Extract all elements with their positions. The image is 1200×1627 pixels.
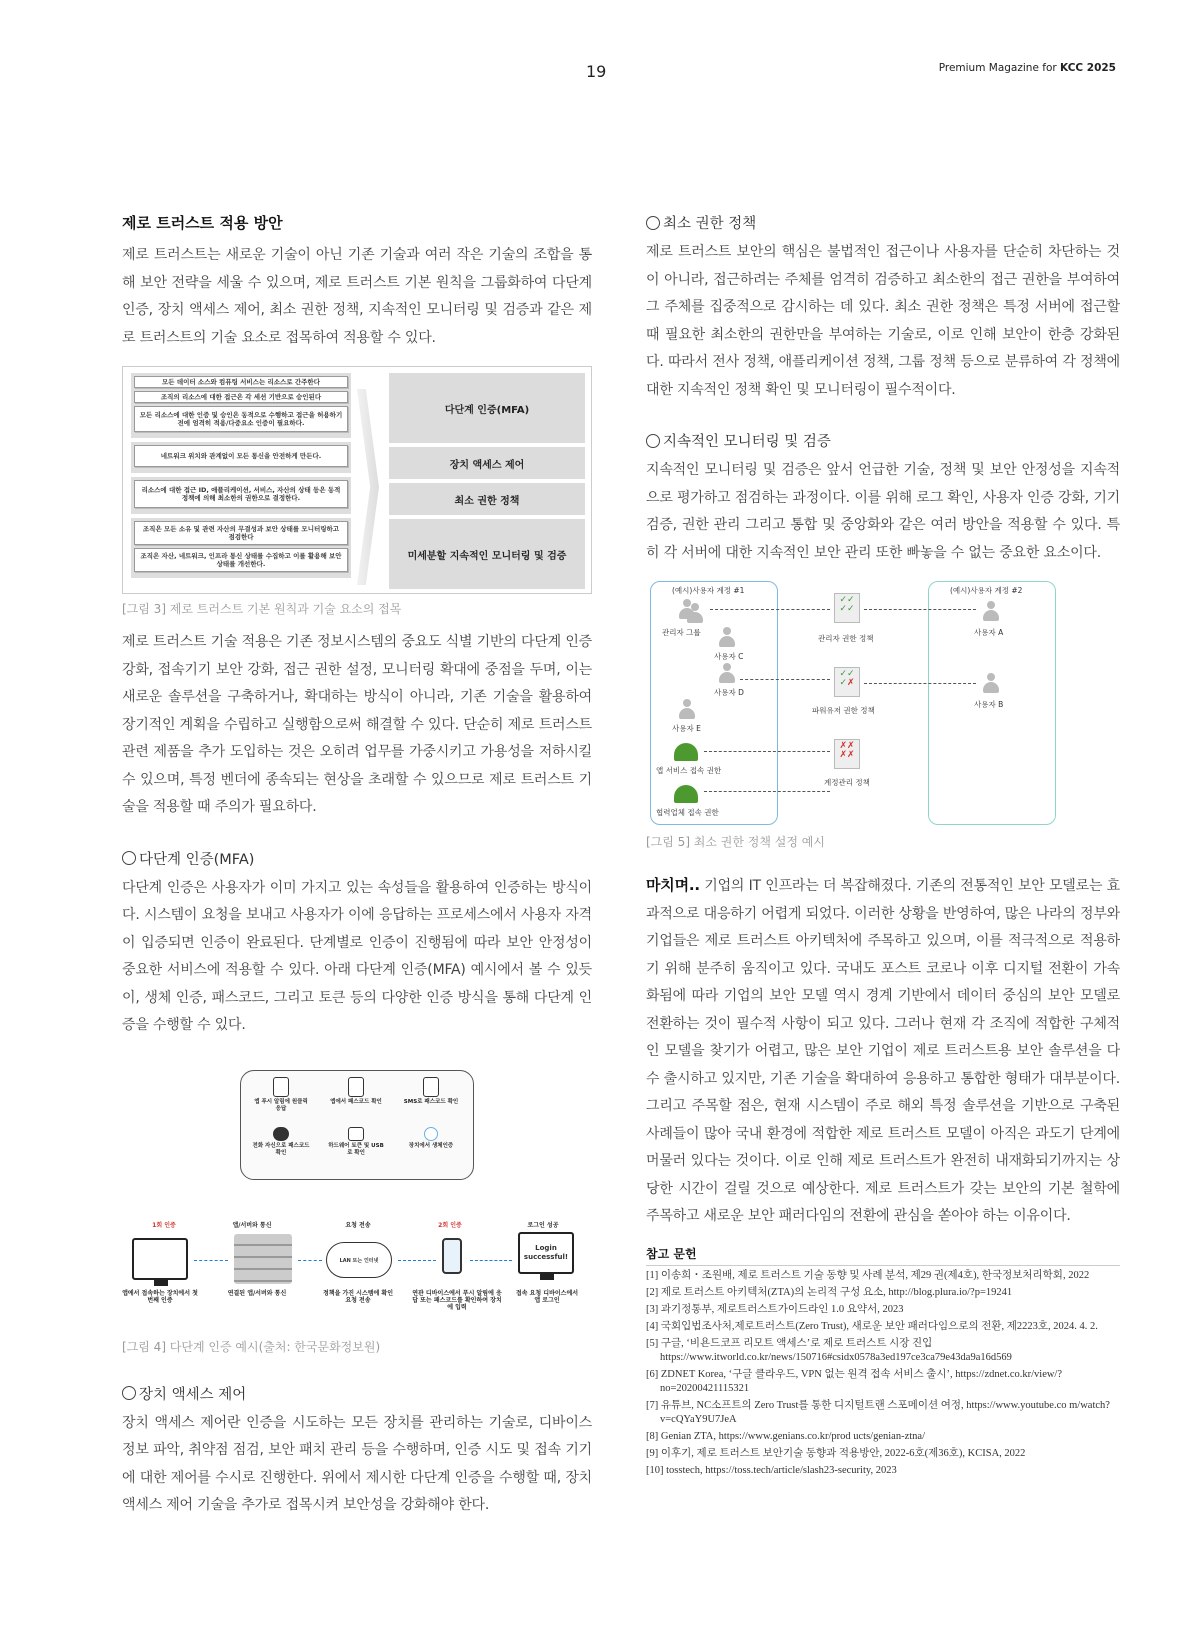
reference-item: [10] tosstech, https://toss.tech/article/slash23-security, 2023 [646,1464,897,1476]
reference-item: [1] 이송희・조원배, 제로 트러스트 기술 동향 및 사례 분석, 제29 권(제4호), 한국정보처리학회, 2022 [646,1269,1090,1281]
method-label: 하드웨어 토큰 및 USB로 확인 [328,1142,384,1156]
policy-power-label: 파워유저 권한 정책 [812,706,875,715]
user-icon [718,663,736,685]
reference-item: [3] 과기정통부, 제로트러스트가이드라인 1.0 요약서, 2023 [646,1303,904,1315]
policy-check-icon: ✓✓ ✓✓ [834,593,860,623]
user-d-label: 사용자 D [714,688,744,697]
link-line [704,791,830,792]
element-mfa: 다단계 인증(MFA) [389,373,585,443]
flow-arrow [470,1260,512,1261]
least-heading: 최소 권한 정책 [646,212,1120,233]
least-paragraph: 제로 트러스트 보안의 핵심은 불법적인 접근이나 사용자를 단순히 차단하는 것이 아니라, 접근하려는 주체를 엄격히 검증하고 최소한의 접근 권한을 부여하여 그 주체를 집중적으로 감시하는 데 있다. 최소 권한 정책은 특정 서버에 접근할 때 필요한 최소한의 권한만을 부여하는 기술로, 이로 인해 보안이 한층 강화된다. 따라서 전사 정책, 애플리케이션 정책, 그룹 정책 등으로 분류하여 각 정책에 대한 지속적인 정책 확인 및 모니터링이 필수적이다. [646,244,1120,398]
policy-mixed-icon: ✓✓ ✓✗ [834,667,860,697]
principle-item: 모든 리소스에 대한 인증 및 승인은 동적으로 수행하고 접근을 허용하기 전에 엄격히 적용/다중요소 인증이 필요하다. [134,406,348,432]
figure-4-caption: [그림 4] 다단계 인증 예시(출처: 한국문화정보원) [122,1339,381,1354]
closing-paragraph: 마치며.. 기업의 IT 인프라는 더 복잡해졌다. 기존의 전통적인 보안 모델로는 효과적으로 대응하기 어렵게 되었다. 이러한 상황을 반영하여, 많은 나라의 정부와 기업들은 제로 트러스트 아키텍처에 주목하고 있으며, 이를 적극적으로 적용하기 위해 분주히 움직이고 있다. 국내도 포스트 코로나 이후 디지털 전환이 가속화됨에 따라 기업의 보안 모델 역시 경계 기반에서 데이터 중심의 보안 모델로 전환하는 것이 필수적 사항이 되고 있다. 그러나 현재 각 조직에 적합한 구체적인 모델을 찾기가 어렵고, 많은 보안 기업이 제로 트러스트용 보안 솔루션을 다수 출시하고 있지만, 기존 기술을 확대하여 응용하고 통합한 형태가 대부분이다. 그리고 주목할 점은, 현재 시스템이 주로 해외 특정 솔루션을 기반으로 구축된 사례들이 많아 국내 환경에 적합한 제로 트러스트 모델이 아직은 과도기 단계에 머물러 있다는 것이다. 이로 인해 제로 트러스트가 완전히 내재화되기까지는 상당한 시간이 걸릴 것으로 예상한다. 제로 트러스트가 갖는 보안의 기본 철학에 주목하고 새로운 보안 패러다임의 전환에 관심을 쏟아야 하는 이유이다. [646,876,1120,1224]
flow-request-label: 요청 전송 [345,1221,371,1229]
user-a-label: 사용자 A [974,628,1004,637]
references-list [646,1269,1120,1478]
user-icon [678,699,696,721]
account1-box [650,581,778,825]
figure-5 [648,579,1058,827]
monitoring-heading: 지속적인 모니터링 및 검증 [646,430,1120,451]
principle-item: 조직은 모든 소유 및 관련 자산의 무결성과 보안 상태를 모니터링하고 점검한다 [134,521,348,545]
policy-deny-icon: ✗✗ ✗✗ [834,739,860,769]
circle-bullet-icon [122,851,136,865]
reference-item: [6] ZDNET Korea, ‘구글 클라우드, VPN 없는 원격 접속 서비스 출시’, https://zdnet.co.kr/view/?no=20200421115321 [646,1368,1063,1394]
circle-bullet-icon [646,216,660,230]
mfa-paragraph: 다단계 인증은 사용자가 이미 가지고 있는 속성들을 활용하여 인증하는 방식이다. 시스템이 요청을 보내고 사용자가 이에 응답하는 프로세스에서 사용자 자격이 입증되면 인증이 완료된다. 단계별로 인증이 진행됨에 따라 보안 안정성이 중요한 서비스에 적용할 수 있다. 아래 다단계 인증(MFA) 예시에서 볼 수 있듯이, 생체 인증, 패스코드, 그리고 토큰 등의 다양한 인증 방식을 통해 다단계 인증을 수행할 수 있다. [122,879,592,1033]
figure-5-caption: [그림 5] 최소 권한 정책 설정 예시 [646,835,825,849]
right-column [646,212,1120,1478]
auth-methods-panel [240,1070,474,1180]
partner-access-label: 협력업체 접속 권한 [656,808,719,817]
user-icon [982,673,1000,695]
link-line [710,609,830,610]
user-c-label: 사용자 C [714,652,744,661]
reference-item: [8] Genian ZTA, https://www.genians.co.kr/prod ucts/genian-ztna/ [646,1430,925,1442]
closing-lead: 마치며.. [646,876,700,894]
principles-list [131,373,351,582]
telephone-icon [273,1127,289,1141]
usb-token-icon [348,1127,364,1141]
figure-3 [122,366,592,594]
laptop-monitor-icon [132,1238,188,1280]
flow-app-label: 앱/서버와 통신 [232,1221,272,1229]
step-label: 앱에서 접속하는 장치에서 첫번째 인증 [122,1289,198,1304]
phone-push-icon [273,1077,289,1097]
smartphone-icon [442,1238,462,1274]
intro-paragraph: 제로 트러스트는 새로운 기술이 아닌 기존 기술과 여러 작은 기술의 조합을 통해 보안 전략을 세울 수 있으며, 제로 트러스트 기본 원칙을 그룹화하여 다단계 인증, 장치 액세스 제어, 최소 권한 정책, 지속적인 모니터링 및 검증과 같은 제로 트러스트의 기술 요소로 접목하여 적용할 수 있다. [122,247,592,346]
monitoring-paragraph: 지속적인 모니터링 및 검증은 앞서 언급한 기술, 정책 및 보안 안정성을 지속적으로 평가하고 점검하는 과정이다. 이를 위해 로그 확인, 사용자 인증 강화, 기기 검증, 권한 관리 그리고 통합 및 중앙화와 같은 여러 방안을 적용할 수 있다. 특히 각 서버에 대한 지속적인 보안 관리 또한 빠놓을 수 없는 중요한 요소이다. [646,462,1120,561]
flow-arrow [194,1260,228,1261]
step-label: 접속 요청 디바이스에서 앱 로그인 [515,1289,579,1304]
link-line [704,751,830,752]
principle-item: 모든 데이터 소스와 컴퓨팅 서비스는 리소스로 간주한다 [134,376,348,388]
page-number: 19 [586,62,607,81]
fingerprint-icon [424,1127,438,1141]
reference-item: [7] 유튜브, NC소프트의 Zero Trust를 통한 디지털트랜 스포메이션 여정, https://www.youtube.co m/watch?v=cQYaY9U7JeA [646,1399,1110,1425]
method-label: 앱에서 패스코드 확인 [330,1098,382,1105]
sms-icon [423,1077,439,1097]
server-rack-icon [234,1234,292,1284]
helmet-icon [674,785,698,803]
user-icon [982,601,1000,623]
helmet-icon [674,743,698,761]
principle-item: 조직은 자산, 네트워크, 인프라 통신 상태를 수집하고 이를 활용해 보안상태를 개선한다. [134,548,348,572]
circle-bullet-icon [646,434,660,448]
chevron-arrow-icon [357,389,379,585]
method-label: 앱 푸시 알림에 원클릭 응답 [254,1098,308,1112]
flow-arrow [398,1260,436,1261]
flow-arrow [298,1260,322,1261]
group-user-icon [686,603,704,625]
principle-item: 조직의 리소스에 대한 접근은 각 세션 기반으로 승인된다 [134,391,348,403]
policy-admin-label: 관리자 권한 정책 [818,634,874,643]
account1-label: (예시)사용자 계정 #1 [672,586,745,595]
device-heading: 장치 액세스 제어 [122,1383,592,1404]
element-least-privilege: 최소 권한 정책 [389,483,585,515]
section-title: 제로 트러스트 적용 방안 [122,214,283,232]
auth2-label: 2회 인증 [438,1221,462,1229]
figure-3-caption: [그림 3] 제로 트러스트 기본 원칙과 기술 요소의 접목 [122,602,402,616]
link-line [740,679,830,680]
tech-elements [389,373,585,593]
method-label: 전화 자신으로 패스코드 확인 [252,1142,310,1156]
magazine-masthead: Premium Magazine for KCC 2025 [938,62,1116,74]
principle-item: 네트워크 위치와 관계없이 모든 통신을 안전하게 만든다. [134,445,348,467]
link-line [864,683,976,684]
account2-label: (예시)사용자 계정 #2 [950,586,1023,595]
figure-4 [122,1070,592,1332]
reference-item: [4] 국회입법조사처,제로트러스트(Zero Trust), 새로운 보안 패러다임으로의 전환, 제2223호, 2024. 4. 2. [646,1320,1098,1332]
auth1-label: 1회 인증 [152,1221,176,1229]
principle-item: 리소스에 대한 접근 ID, 애플리케이션, 서비스, 자산의 상태 등은 동적 정책에 의해 최소한의 권한으로 결정한다. [134,480,348,508]
user-e-label: 사용자 E [672,724,701,733]
references-title: 참고 문헌 [646,1245,1120,1266]
policy-acct-label: 계정관리 정책 [824,778,870,787]
device-paragraph: 장치 액세스 제어란 인증을 시도하는 모든 장치를 관리하는 기술로, 디바이스 정보 파악, 취약점 점검, 보안 패치 관리 등을 수행하며, 인증 시도 및 접속 기기에 대한 제어를 수시로 진행한다. 위에서 제시한 다단계 인증을 수행할 때, 장치 액세스 제어 기술을 추가로 접목시켜 보안성을 강화해야 한다. [122,1414,592,1513]
login-success-monitor: Login successful! [518,1232,574,1274]
user-icon [718,627,736,649]
reference-item: [2] 제로 트러스트 아키텍처(ZTA)의 논리적 구성 요소, http://blog.plura.io/?p=19241 [646,1286,1013,1298]
method-label: SMS로 패스코드 확인 [403,1098,459,1105]
admin-group-label: 관리자 그룹 [662,628,701,637]
reference-item: [9] 이후기, 제로 트러스트 보안기술 동향과 적용방안, 2022-6호(제36호), KCISA, 2022 [646,1447,1026,1459]
phone-app-icon [348,1077,364,1097]
user-b-label: 사용자 B [974,700,1004,709]
paragraph-2: 제로 트러스트 기술 적용은 기존 정보시스템의 중요도 식별 기반의 다단계 인증 강화, 접속기기 보안 강화, 접근 권한 설정, 모니터링 확대에 중점을 두며, 이는 새로운 솔루션을 구축하거나, 확대하는 방식이 아니라, 기존 기술을 활용하여 장기적인 계획을 수립하고 실행함으로써 해결할 수 있다. 단순히 제로 트러스트 관련 제품을 추가 도입하는 것은 오히려 업무를 가중시키고 가용성을 저하시킬 수 있으며, 특정 벤더에 종속되는 현상을 초래할 수 있으므로 제로 트러스트 기술을 적용할 때 주의가 필요하다. [122,634,592,815]
flow-login-label: 로그인 성공 [527,1221,559,1229]
element-device-access: 장치 액세스 제어 [389,447,585,479]
cloud-icon: LAN 또는 인터넷 [326,1242,392,1278]
reference-item: [5] 구글, ‘비욘드코프 리모트 액세스’로 제로 트러스트 시장 진입 https://www.itworld.co.kr/news/150716#csidx0578a3ed197ce3ca79e43da9a16d569 [646,1337,1012,1363]
mfa-heading: 다단계 인증(MFA) [122,848,592,869]
element-monitoring: 미세분할 지속적인 모니터링 및 검증 [389,519,585,589]
step-label: 연결된 앱/서버와 통신 [227,1289,287,1297]
step-label: 정책을 가진 시스템에 확인 요청 전송 [322,1289,394,1304]
link-line [864,609,976,610]
left-column [122,212,592,1520]
method-label: 장치에서 생체인증 [408,1142,454,1149]
step-label: 연관 디바이스에서 푸시 알림에 응답 또는 패스코드를 확인하여 장치에 입력 [412,1289,502,1311]
circle-bullet-icon [122,1386,136,1400]
app-access-label: 앱 서비스 접속 권한 [656,766,722,775]
